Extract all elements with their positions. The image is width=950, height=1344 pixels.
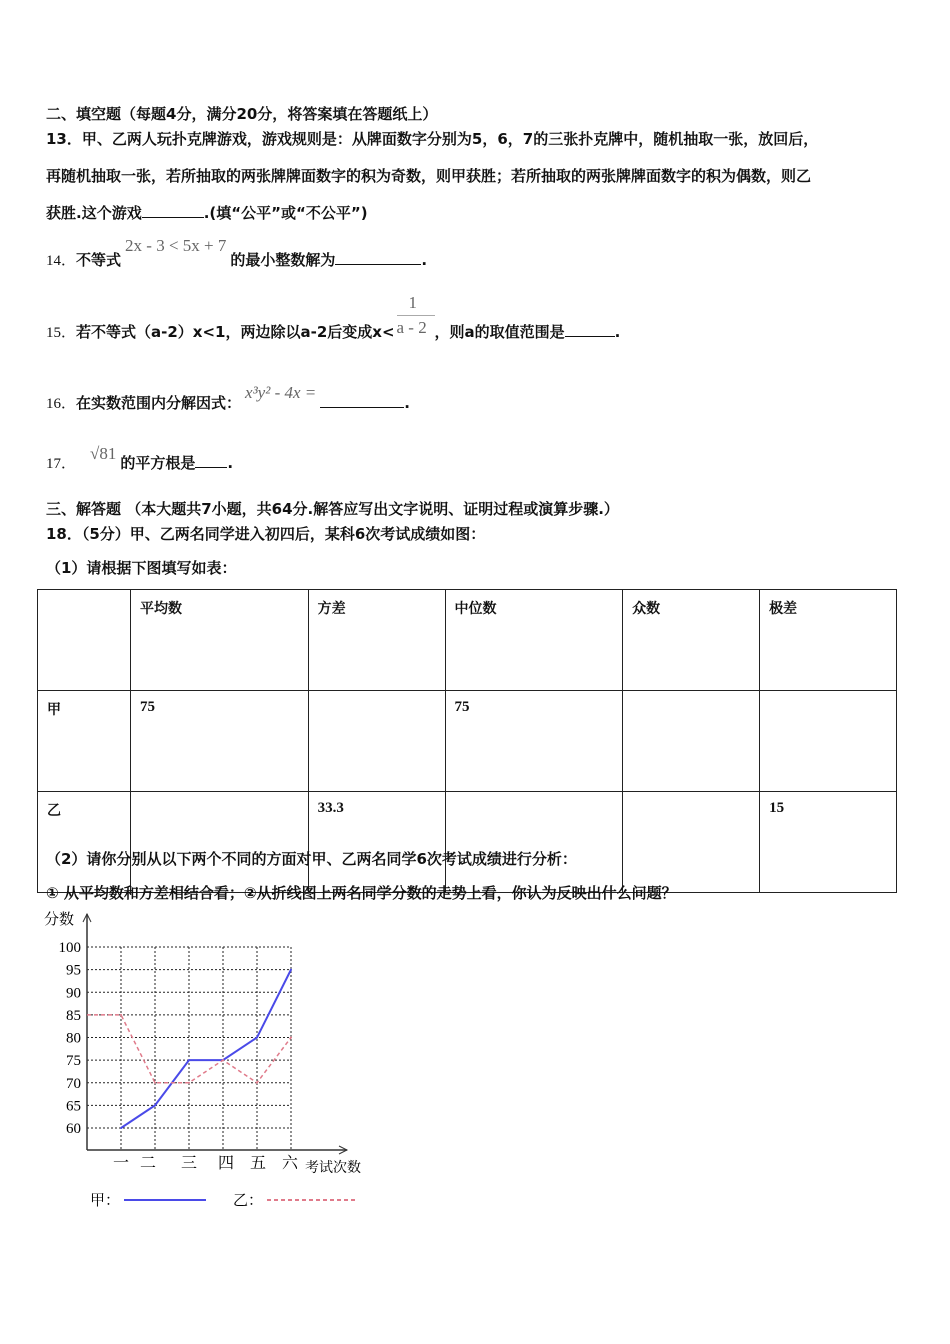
- table-cell: 15: [760, 792, 897, 893]
- table-cell: 75: [445, 691, 623, 792]
- q15-fraction: [395, 293, 435, 337]
- table-header-row: [38, 590, 897, 691]
- table-row: [38, 691, 897, 792]
- data-point: [154, 1104, 156, 1106]
- x-tick-label: 六: [281, 1153, 299, 1172]
- q16-text: 在实数范围内分解因式：: [76, 394, 242, 412]
- q16: [46, 383, 410, 413]
- table-cell: [445, 792, 623, 893]
- q16-math: x³y² - 4x =: [245, 383, 317, 402]
- x-tick-label: 四: [217, 1153, 235, 1172]
- q15: [46, 293, 621, 342]
- x-tick-label: 三: [180, 1153, 198, 1172]
- answer-blank: [335, 250, 421, 265]
- legend-label: 乙：: [233, 1191, 264, 1209]
- table-header: 方差: [308, 590, 445, 691]
- table-row: [38, 792, 897, 893]
- q15-text: 若不等式（a-2）x<1，两边除以a-2后变成x<: [76, 323, 395, 341]
- answer-blank: [320, 393, 404, 408]
- q18-part2b: ① 从平均数和方差相结合看；②从折线图上两名同学分数的走势上看，你认为反映出什么问题？: [46, 884, 677, 902]
- period: .: [227, 454, 234, 472]
- x-axis-label: 考试次数: [305, 1160, 361, 1176]
- period: .: [404, 394, 410, 412]
- score-line-chart: [40, 900, 390, 1220]
- q13-text-end: .(填“公平”或“不公平”): [203, 204, 368, 222]
- section3-title: 三、解答题 （本大题共7小题，共64分.解答应写出文字说明、证明过程或演算步骤.）: [46, 500, 619, 518]
- q13-line2: 再随机抽取一张，若所抽取的两张牌牌面数字的积为奇数，则甲获胜；若所抽取的两张牌牌面数字的积为偶数，则乙: [46, 167, 812, 185]
- fraction-bar: [397, 315, 435, 316]
- y-tick-label: 65: [66, 1098, 81, 1115]
- data-point: [290, 1037, 292, 1039]
- q17-math: √81: [90, 444, 117, 463]
- answer-blank: [195, 453, 227, 468]
- y-tick-label: 80: [66, 1030, 81, 1047]
- table-cell: [131, 792, 309, 893]
- data-point: [222, 1059, 224, 1061]
- table-cell: 75: [131, 691, 309, 792]
- q18-stem: 18．（5分）甲、乙两名同学进入初四后，某科6次考试成绩如图：: [46, 525, 486, 543]
- table-cell: 乙: [38, 792, 131, 893]
- x-tick-label: 一: [112, 1153, 130, 1172]
- data-point: [256, 1037, 258, 1039]
- y-tick-label: 100: [58, 940, 81, 956]
- table-header: [38, 590, 131, 691]
- period: .: [421, 251, 428, 269]
- table-cell: 33.3: [308, 792, 445, 893]
- q13-line1: 13．甲、乙两人玩扑克牌游戏，游戏规则是：从牌面数字分别为5，6，7的三张扑克牌中，随机抽取一张，放回后，: [46, 130, 819, 148]
- fraction-denominator: a - 2: [396, 318, 427, 337]
- period: .: [614, 323, 621, 341]
- table-header: 中位数: [445, 590, 623, 691]
- x-tick-label: 二: [139, 1153, 157, 1172]
- q14-number: 14．: [46, 253, 77, 269]
- legend-label: 甲：: [90, 1191, 121, 1209]
- y-tick-label: 95: [66, 962, 81, 979]
- data-point: [290, 969, 292, 971]
- table-header: 极差: [760, 590, 897, 691]
- data-point: [256, 1082, 258, 1084]
- q14: [46, 236, 428, 270]
- q17-number: 17．: [46, 456, 77, 472]
- q17-text: 的平方根是: [120, 454, 196, 472]
- table-cell: 甲: [38, 691, 131, 792]
- table-cell: [308, 691, 445, 792]
- table-header: 平均数: [131, 590, 309, 691]
- y-axis-label: 分数: [44, 910, 75, 928]
- q18-part1: （1）请根据下图填写如表：: [46, 559, 237, 577]
- table-cell: [623, 792, 760, 893]
- q16-number: 16．: [46, 396, 77, 412]
- data-point: [120, 1127, 122, 1129]
- q14-text: 不等式: [76, 251, 122, 269]
- table-cell: [760, 691, 897, 792]
- x-tick-label: 五: [249, 1153, 267, 1172]
- y-tick-label: 60: [66, 1121, 81, 1137]
- answer-blank: [142, 203, 204, 218]
- data-point: [154, 1082, 156, 1084]
- q14-text2: 的最小整数解为: [230, 251, 336, 269]
- data-point: [188, 1059, 190, 1061]
- q17: [46, 444, 234, 473]
- y-tick-label: 90: [66, 985, 81, 1002]
- y-tick-label: 75: [66, 1053, 81, 1070]
- y-tick-label: 85: [66, 1007, 81, 1024]
- data-point: [188, 1082, 190, 1084]
- section2-title: 二、填空题（每题4分，满分20分，将答案填在答题纸上）: [46, 105, 438, 123]
- data-point: [120, 1014, 122, 1016]
- q13-line3: [46, 202, 368, 223]
- table-header: 众数: [623, 590, 760, 691]
- q15-number: 15．: [46, 325, 77, 341]
- fraction-numerator: 1: [408, 293, 418, 312]
- table-cell: [623, 691, 760, 792]
- q13-text: 获胜.这个游戏: [46, 204, 142, 222]
- q14-math: 2x - 3 < 5x + 7: [125, 236, 227, 255]
- y-tick-label: 70: [66, 1075, 81, 1092]
- series-line-甲: [121, 970, 291, 1128]
- q15-text2: ，则a的取值范围是: [434, 323, 565, 341]
- q18-part2: （2）请你分别从以下两个不同的方面对甲、乙两名同学6次考试成绩进行分析：: [46, 850, 577, 868]
- answer-blank: [565, 322, 615, 337]
